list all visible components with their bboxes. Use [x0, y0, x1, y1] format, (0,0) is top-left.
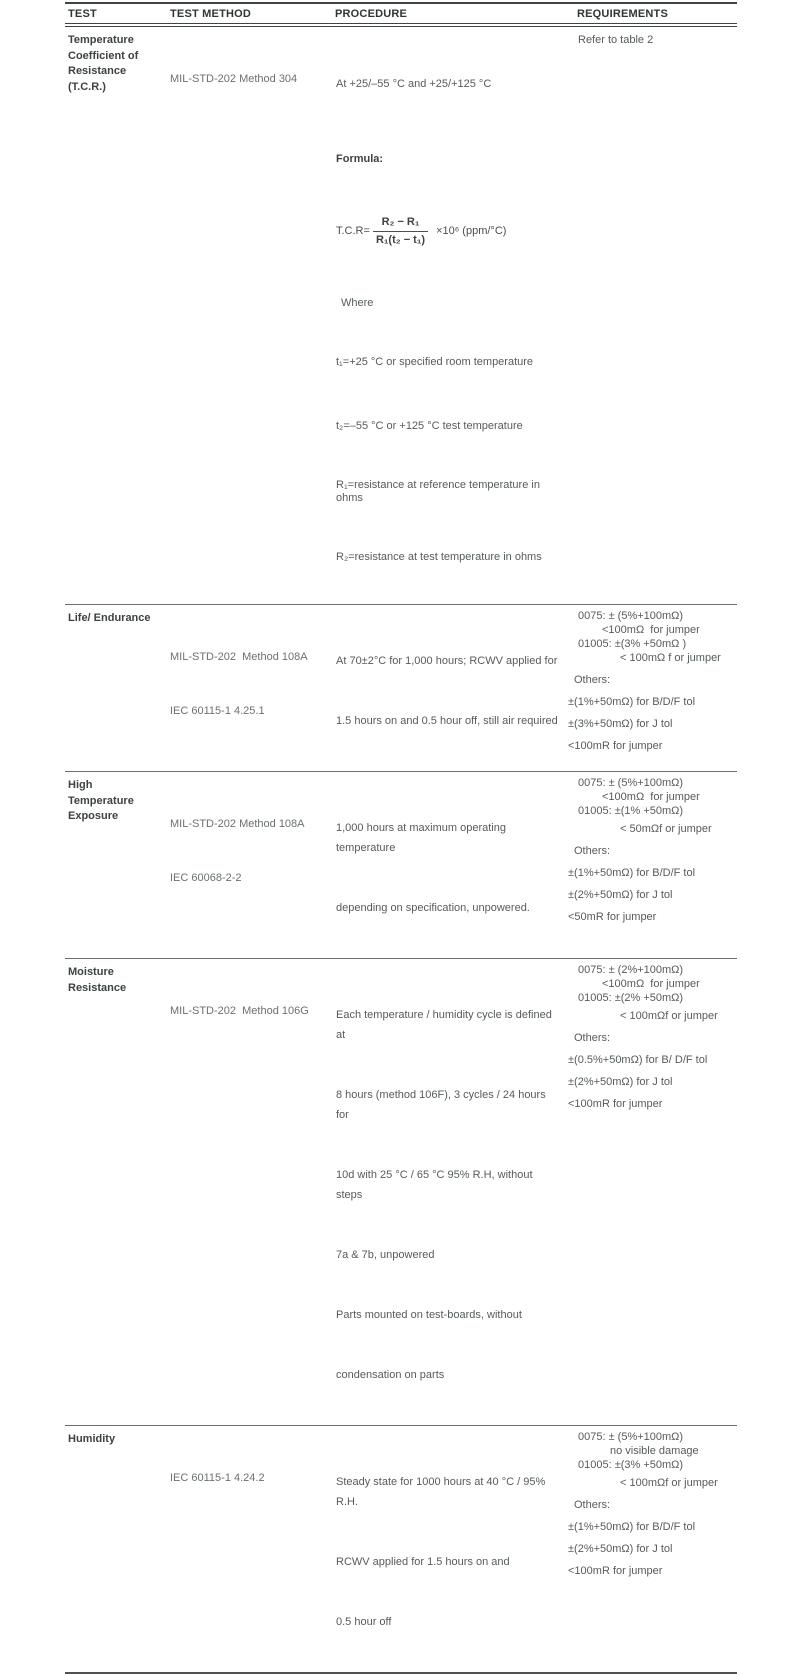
requirement-line: 01005: ±(3% +50mΩ): [578, 1459, 684, 1471]
procedure-line: 0.5 hour off: [336, 1616, 392, 1628]
procedure-cell: [333, 772, 568, 958]
formula-fraction: [373, 216, 428, 247]
requirements-size-block: [568, 963, 737, 1023]
requirements-size-block: [568, 609, 737, 665]
test-name-cell: Humidity: [68, 1433, 116, 1445]
table-row-humidity: [65, 1426, 737, 1674]
table-row-life-endurance: [65, 605, 737, 772]
method-line: MIL-STD-202 Method 108A: [170, 651, 308, 663]
table-row-tcr: [65, 27, 737, 605]
test-method-cell: [168, 959, 333, 1425]
requirement-line: 0075: ± (2%+100mΩ): [578, 964, 684, 976]
test-name-cell: Temperature Coefficient of Resistance (T.C.R.): [68, 34, 139, 93]
requirements-others-block: [568, 674, 737, 753]
requirement-line: 01005: ±(2% +50mΩ): [578, 992, 684, 1004]
method-line: IEC 60115-1 4.25.1: [170, 705, 265, 717]
column-header-test-method: TEST METHOD: [170, 8, 252, 20]
requirement-line: < 50mΩf or jumper: [620, 823, 712, 835]
procedure-line: 8 hours (method 106F), 3 cycles / 24 hours for: [336, 1089, 549, 1121]
requirement-line: ±(3%+50mΩ) for J tol: [568, 718, 673, 730]
requirements-others-block: [568, 1032, 737, 1111]
method-line: MIL-STD-202 Method 304: [170, 73, 298, 85]
where-line-r1: R₁=resistance at reference temperature in ohms: [336, 479, 544, 504]
requirement-line: <100mR for jumper: [568, 740, 663, 752]
requirement-line: Others:: [574, 1499, 611, 1511]
procedure-line: depending on specification, unpowered.: [336, 902, 530, 914]
method-line: IEC 60068-2-2: [170, 872, 242, 884]
procedure-cell: [333, 27, 568, 604]
requirement-line: 0075: ± (5%+100mΩ): [578, 1431, 684, 1443]
where-label: Where: [341, 297, 374, 309]
procedure-line: 1.5 hours on and 0.5 hour off, still air required: [336, 715, 558, 727]
requirements-cell: [568, 1426, 737, 1672]
procedure-line: RCWV applied for 1.5 hours on and: [336, 1556, 510, 1568]
test-method-cell: [168, 605, 333, 771]
requirement-line: < 100mΩf or jumper: [620, 1477, 718, 1489]
requirement-line: no visible damage: [610, 1445, 699, 1457]
requirement-line: 0075: ± (5%+100mΩ): [578, 777, 684, 789]
test-method-cell: [168, 27, 333, 604]
column-header-requirements: REQUIREMENTS: [577, 8, 669, 20]
test-specifications-table: [65, 2, 737, 1674]
table-header-row: [65, 4, 737, 27]
test-method-cell: [168, 772, 333, 958]
requirement-line: ±(1%+50mΩ) for B/D/F tol: [568, 867, 696, 879]
procedure-line: 7a & 7b, unpowered: [336, 1249, 435, 1261]
requirement-line: Others:: [574, 1032, 611, 1044]
requirements-size-block: [568, 1430, 737, 1490]
formula-denominator: R₁(t₂ − t₁): [373, 231, 428, 247]
test-name-cell: Moisture Resistance: [68, 966, 127, 994]
method-line: MIL-STD-202 Method 106G: [170, 1005, 309, 1017]
test-method-cell: [168, 1426, 333, 1672]
column-header-procedure: PROCEDURE: [335, 8, 408, 20]
column-header-test: TEST: [68, 8, 97, 20]
test-name-cell: Life/ Endurance: [68, 612, 151, 624]
procedure-cell: [333, 1426, 568, 1672]
requirements-cell: [568, 772, 737, 958]
procedure-line: Steady state for 1000 hours at 40 °C / 95% R.H.: [336, 1476, 549, 1508]
requirement-line: <50mR for jumper: [568, 911, 657, 923]
procedure-line: 1,000 hours at maximum operating temperature: [336, 822, 510, 854]
tcr-formula: [336, 216, 560, 247]
requirement-line: < 100mΩ f or jumper: [620, 652, 721, 664]
requirement-line: <100mR for jumper: [568, 1098, 663, 1110]
where-line-r2: R₂=resistance at test temperature in ohms: [336, 551, 542, 563]
requirement-line: 0075: ± (5%+100mΩ): [578, 610, 684, 622]
requirement-line: <100mΩ for jumper: [602, 624, 700, 636]
requirement-line: Refer to table 2: [578, 34, 654, 46]
procedure-cell: [333, 959, 568, 1425]
requirement-line: Others:: [574, 845, 611, 857]
procedure-line: condensation on parts: [336, 1369, 445, 1381]
procedure-line: At 70±2°C for 1,000 hours; RCWV applied for: [336, 655, 558, 667]
procedure-line: Each temperature / humidity cycle is defined at: [336, 1009, 555, 1041]
table-row-high-temperature-exposure: [65, 772, 737, 959]
formula-label: Formula:: [336, 153, 384, 165]
method-line: MIL-STD-202 Method 108A: [170, 818, 305, 830]
requirement-line: ±(2%+50mΩ) for J tol: [568, 889, 673, 901]
requirement-line: 01005: ±(3% +50mΩ ): [578, 638, 687, 650]
where-line-t2: t₂=–55 °C or +125 °C test temperature: [336, 420, 523, 432]
formula-lhs: T.C.R=: [336, 225, 370, 237]
requirements-others-block: [568, 1499, 737, 1578]
requirement-line: <100mR for jumper: [568, 1565, 663, 1577]
requirements-cell: [568, 605, 737, 771]
requirements-others-block: [568, 845, 737, 924]
requirement-line: ±(1%+50mΩ) for B/D/F tol: [568, 1521, 696, 1533]
procedure-line: At +25/–55 °C and +25/+125 °C: [336, 78, 492, 90]
requirement-line: <100mΩ for jumper: [602, 978, 700, 990]
where-line-t1: t₁=+25 °C or specified room temperature: [336, 356, 534, 368]
formula-rhs: ×10⁶ (ppm/°C): [436, 225, 507, 237]
test-name-cell: High Temperature Exposure: [68, 779, 134, 822]
requirement-line: ±(2%+50mΩ) for J tol: [568, 1543, 673, 1555]
requirement-line: ±(2%+50mΩ) for J tol: [568, 1076, 673, 1088]
procedure-cell: [333, 605, 568, 771]
procedure-line: Parts mounted on test-boards, without: [336, 1309, 522, 1321]
requirement-line: < 100mΩf or jumper: [620, 1010, 718, 1022]
requirement-line: 01005: ±(1% +50mΩ): [578, 805, 684, 817]
requirements-size-block: [568, 776, 737, 836]
requirement-line: ±(0.5%+50mΩ) for B/ D/F tol: [568, 1054, 708, 1066]
requirement-line: Others:: [574, 674, 611, 686]
formula-numerator: R₂ − R₁: [381, 216, 420, 228]
requirements-cell: [568, 959, 737, 1425]
requirements-cell: [568, 27, 737, 604]
procedure-line: 10d with 25 °C / 65 °C 95% R.H, without steps: [336, 1169, 536, 1201]
table-row-moisture-resistance: [65, 959, 737, 1426]
requirement-line: ±(1%+50mΩ) for B/D/F tol: [568, 696, 696, 708]
method-line: IEC 60115-1 4.24.2: [170, 1472, 265, 1484]
requirement-line: <100mΩ for jumper: [602, 791, 700, 803]
